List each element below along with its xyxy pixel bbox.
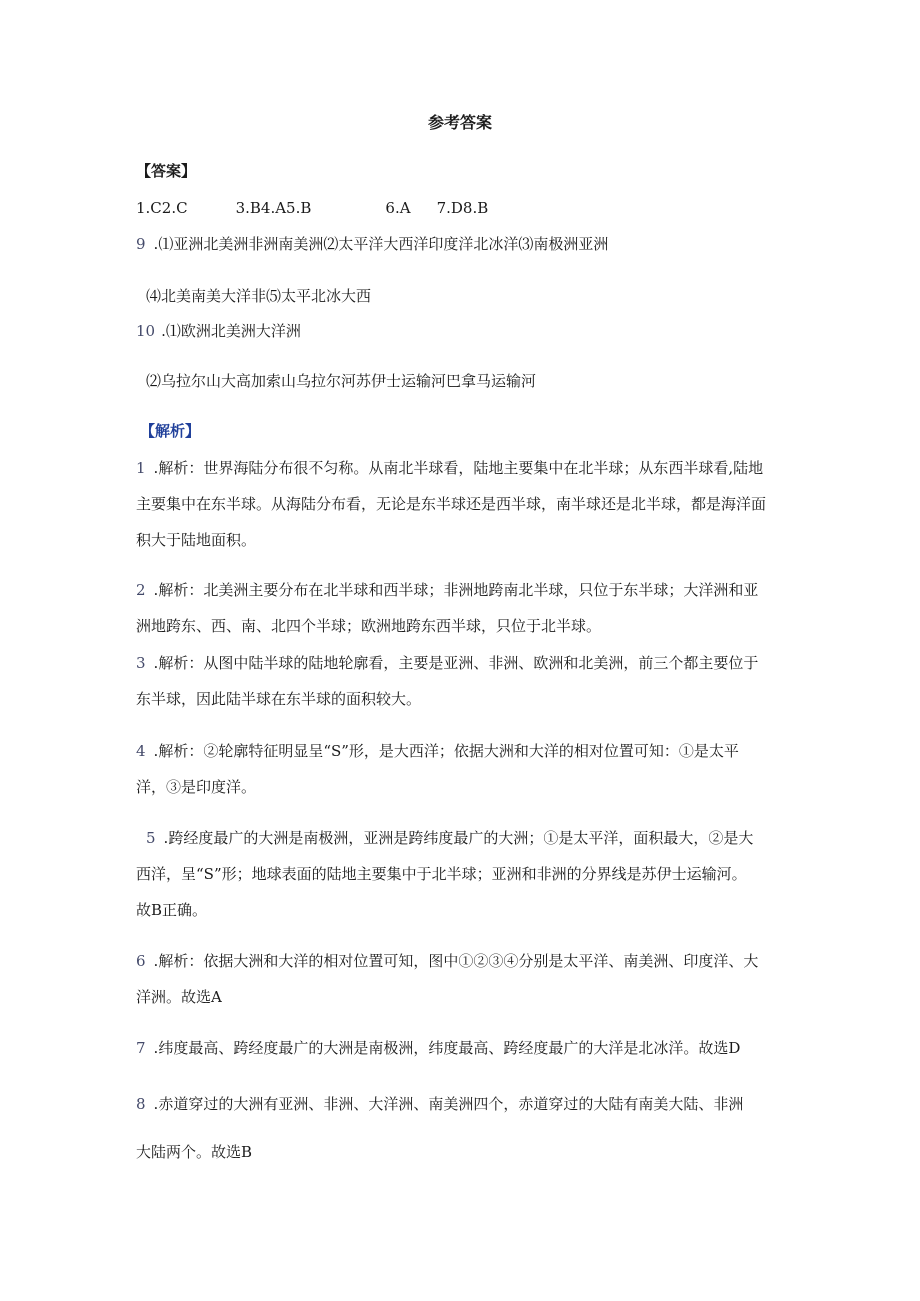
analysis-4-text: .解析：②轮廓特征明显呈“S”形，是大西洋；依据大洲和大洋的相对位置可知：①是太平 [153,742,739,760]
analysis-1-line-3: 积大于陆地面积。 [136,531,257,549]
answer-7-8: 7.D8.B [436,199,489,217]
analysis-6-text: .解析：依据大洲和大洋的相对位置可知，图中①②③④分别是太平洋、南美洲、印度洋、大 [153,952,759,970]
analysis-7-number: 7 [136,1039,146,1057]
analysis-1-text: .解析：世界海陆分布很不匀称。从南北半球看，陆地主要集中在北半球；从东西半球看,陆地 [153,459,764,477]
analysis-2-text: .解析：北美洲主要分布在北半球和西半球；非洲地跨南北半球，只位于东半球；大洋洲和亚 [153,581,759,599]
answer-9-line-2: ⑷北美南美大洋非⑸太平北冰大西 [146,287,372,305]
analysis-5-line-1 [146,828,753,848]
analysis-1-line-1 [136,458,763,478]
answer-10-line-1 [136,321,301,341]
answer-heading: 【答案】 [136,162,197,180]
analysis-2-number: 2 [136,581,146,599]
analysis-3-line-2: 东半球，因此陆半球在东半球的面积较大。 [136,690,422,708]
analysis-5-number: 5 [146,829,156,847]
analysis-4-line-1 [136,741,739,761]
analysis-3-number: 3 [136,654,146,672]
analysis-4-line-2: 洋，③是印度洋。 [136,778,257,796]
analysis-5-line-3: 故B正确。 [136,901,208,919]
analysis-8-line-2: 大陆两个。故选B [136,1143,253,1161]
analysis-2-line-2: 洲地跨东、西、南、北四个半球；欧洲地跨东西半球，只位于北半球。 [136,617,602,635]
analysis-8-line-1 [136,1094,743,1114]
answer-6: 6.A [385,199,411,217]
analysis-1-number: 1 [136,459,146,477]
analysis-6-line-2: 洋洲。故选A [136,988,222,1006]
page-title: 参考答案 [427,113,492,132]
answer-9-text: .⑴亚洲北美洲非洲南美洲⑵太平洋大西洋印度洋北冰洋⑶南极洲亚洲 [153,235,609,253]
answer-10-line-2: ⑵乌拉尔山大高加索山乌拉尔河苏伊士运输河巴拿马运输河 [146,372,537,390]
answer-3-5: 3.B4.A5.B [235,199,312,217]
answer-row-1 [136,198,488,218]
analysis-heading: 【解析】 [140,422,201,440]
answer-10-number: 10 [136,322,156,340]
analysis-7-line-1 [136,1038,740,1058]
answer-10-text: .⑴欧洲北美洲大洋洲 [161,322,301,340]
analysis-3-text: .解析：从图中陆半球的陆地轮廓看，主要是亚洲、非洲、欧洲和北美洲，前三个都主要位于 [153,654,759,672]
analysis-4-number: 4 [136,742,146,760]
answer-9-number: 9 [136,235,146,253]
analysis-2-line-1 [136,580,758,600]
answer-9-line-1 [136,234,608,254]
analysis-5-text: .跨经度最广的大洲是南极洲，亚洲是跨纬度最广的大洲；①是太平洋，面积最大，②是大 [163,829,754,847]
analysis-1-line-2: 主要集中在东半球。从海陆分布看，无论是东半球还是西半球，南半球还是北半球，都是海洋面 [136,495,767,513]
analysis-6-line-1 [136,951,758,971]
analysis-8-number: 8 [136,1095,146,1113]
analysis-5-line-2: 西洋，呈“S”形；地球表面的陆地主要集中于北半球；亚洲和非洲的分界线是苏伊士运输河。 [136,865,747,883]
answer-1-2: 1.C2.C [136,199,188,217]
analysis-7-text: .纬度最高、跨经度最广的大洲是南极洲，纬度最高、跨经度最广的大洋是北冰洋。故选D [153,1039,741,1057]
analysis-6-number: 6 [136,952,146,970]
analysis-3-line-1 [136,653,758,673]
analysis-8-text: .赤道穿过的大洲有亚洲、非洲、大洋洲、南美洲四个，赤道穿过的大陆有南美大陆、非洲 [153,1095,744,1113]
